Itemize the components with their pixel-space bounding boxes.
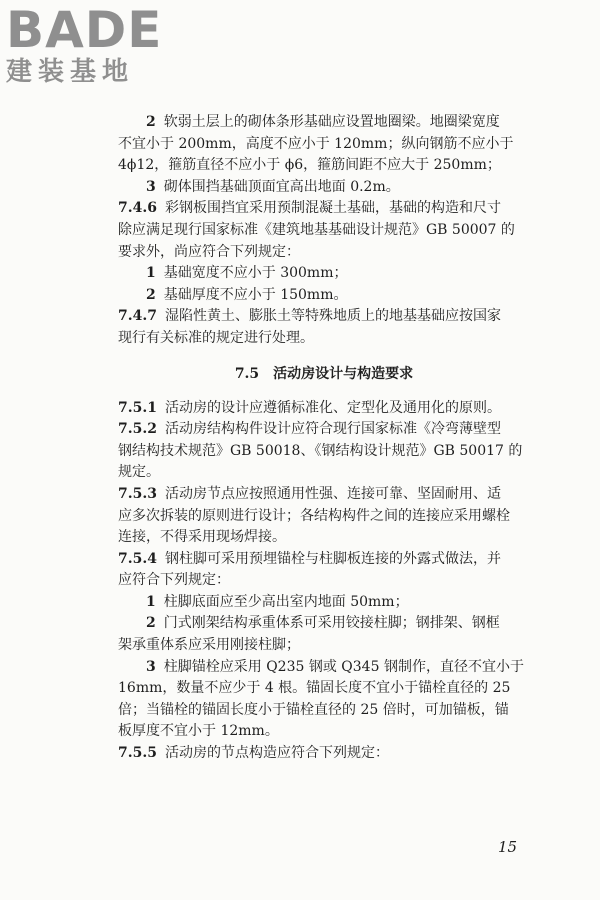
line-text: 4ϕ12，箍筋直径不应小于 ϕ6，箍筋间距不应大于 250mm；	[118, 157, 501, 174]
line-text: 倍；当锚栓的锚固长度小于锚栓直径的 25 倍时，可加锚板，锚	[118, 701, 509, 718]
text-line	[118, 721, 530, 743]
line-text: 柱脚底面应至少高出室内地面 50mm；	[163, 593, 409, 610]
page-number: 15	[498, 838, 518, 856]
line-text: 软弱土层上的砌体条形基础应设置地圈梁。地圈梁宽度	[163, 114, 500, 130]
line-text: 连接，不得采用现场焊接。	[118, 529, 286, 546]
line-text: 现行有关标准的规定进行处理。	[118, 329, 314, 346]
text-line	[118, 155, 530, 177]
bade-logo	[6, 1, 181, 96]
line-text: 除应满足现行国家标准《建筑地基基础设计规范》GB 50007 的	[118, 221, 515, 238]
text-line	[118, 592, 530, 614]
text-line	[118, 527, 530, 549]
line-text: 彩钢板围挡宜采用预制混凝土基础，基础的构造和尺寸	[164, 200, 501, 217]
text-line	[118, 263, 530, 285]
text-line	[118, 441, 530, 463]
text-line	[118, 242, 530, 264]
text-line	[118, 220, 530, 242]
line-text: 应符合下列规定：	[118, 572, 230, 589]
line-text: 活动房的节点构造应符合下列规定：	[164, 745, 389, 762]
item-number: 2	[146, 615, 156, 632]
text-line	[118, 285, 530, 307]
text-line	[118, 678, 530, 700]
clause-number: 7.4.7	[118, 308, 157, 325]
line-text: 16mm，数量不应少于 4 根。锚固长度不宜小于锚栓直径的 25	[118, 680, 511, 697]
text-line	[118, 484, 530, 506]
logo-subtitle: 建装基地	[6, 57, 135, 87]
clause-number: 7.5.2	[118, 421, 157, 438]
line-text: 湿陷性黄土、膨胀土等特殊地质上的地基基础应按国家	[164, 308, 501, 325]
line-text: 门式刚架结构承重体系可采用铰接柱脚；钢排架、钢框	[163, 615, 500, 632]
line-text: 活动房的设计应遵循标准化、定型化及通用化的原则。	[164, 399, 501, 416]
text-line	[118, 613, 530, 635]
item-number: 3	[146, 178, 156, 195]
text-line	[118, 328, 530, 350]
text-line	[118, 112, 530, 134]
line-text: 钢结构技术规范》GB 50018、《钢结构设计规范》GB 50017 的	[118, 442, 523, 459]
text-line	[118, 134, 530, 156]
line-text: 活动房结构构件设计应符合现行国家标准《冷弯薄壁型	[164, 421, 501, 438]
text-line	[118, 198, 530, 220]
item-number: 2	[146, 114, 156, 130]
text-line	[118, 419, 530, 441]
clause-number: 7.5.4	[118, 550, 157, 567]
item-number: 2	[146, 286, 156, 303]
clause-number: 7.5.3	[118, 485, 157, 502]
text-line	[118, 398, 530, 420]
line-text: 活动房节点应按照通用性强、连接可靠、坚固耐用、适	[164, 485, 501, 502]
line-text: 架承重体系应采用刚接柱脚；	[118, 637, 300, 654]
clause-number: 7.4.6	[118, 200, 157, 217]
text-line	[118, 177, 530, 199]
text-line	[118, 306, 530, 328]
document-body	[118, 112, 530, 765]
line-text: 钢柱脚可采用预埋锚栓与柱脚板连接的外露式做法，并	[164, 550, 501, 567]
line-text: 不宜小于 200mm，高度不应小于 120mm；纵向钢筋不应小于	[118, 135, 514, 152]
clause-number: 7.5.5	[118, 745, 157, 762]
line-text: 要求外，尚应符合下列规定：	[118, 243, 300, 260]
line-text: 基础宽度不应小于 300mm；	[163, 265, 348, 282]
clause-number: 7.5.1	[118, 399, 157, 416]
text-line	[118, 743, 530, 765]
line-text: 砌体围挡基础顶面宜高出地面 0.2m。	[163, 178, 400, 195]
text-line	[118, 570, 530, 592]
line-text: 基础厚度不应小于 150mm。	[163, 286, 348, 303]
line-text: 应多次拆装的原则进行设计；各结构构件之间的连接应采用螺栓	[118, 507, 510, 524]
item-number: 1	[146, 593, 156, 610]
logo-wordmark: BADE	[6, 1, 163, 59]
text-line	[118, 635, 530, 657]
item-number: 1	[146, 265, 156, 282]
line-text: 柱脚锚栓应采用 Q235 钢或 Q345 钢制作，直径不宜小于	[163, 658, 524, 675]
text-line	[118, 549, 530, 571]
text-line	[118, 700, 530, 722]
section-heading: 7.5 活动房设计与构造要求	[234, 365, 414, 382]
line-text: 板厚度不宜小于 12mm。	[118, 723, 279, 740]
line-text: 规定。	[118, 464, 160, 481]
text-line	[118, 462, 530, 484]
text-line	[118, 506, 530, 528]
item-number: 3	[146, 658, 156, 675]
text-line	[118, 657, 530, 679]
